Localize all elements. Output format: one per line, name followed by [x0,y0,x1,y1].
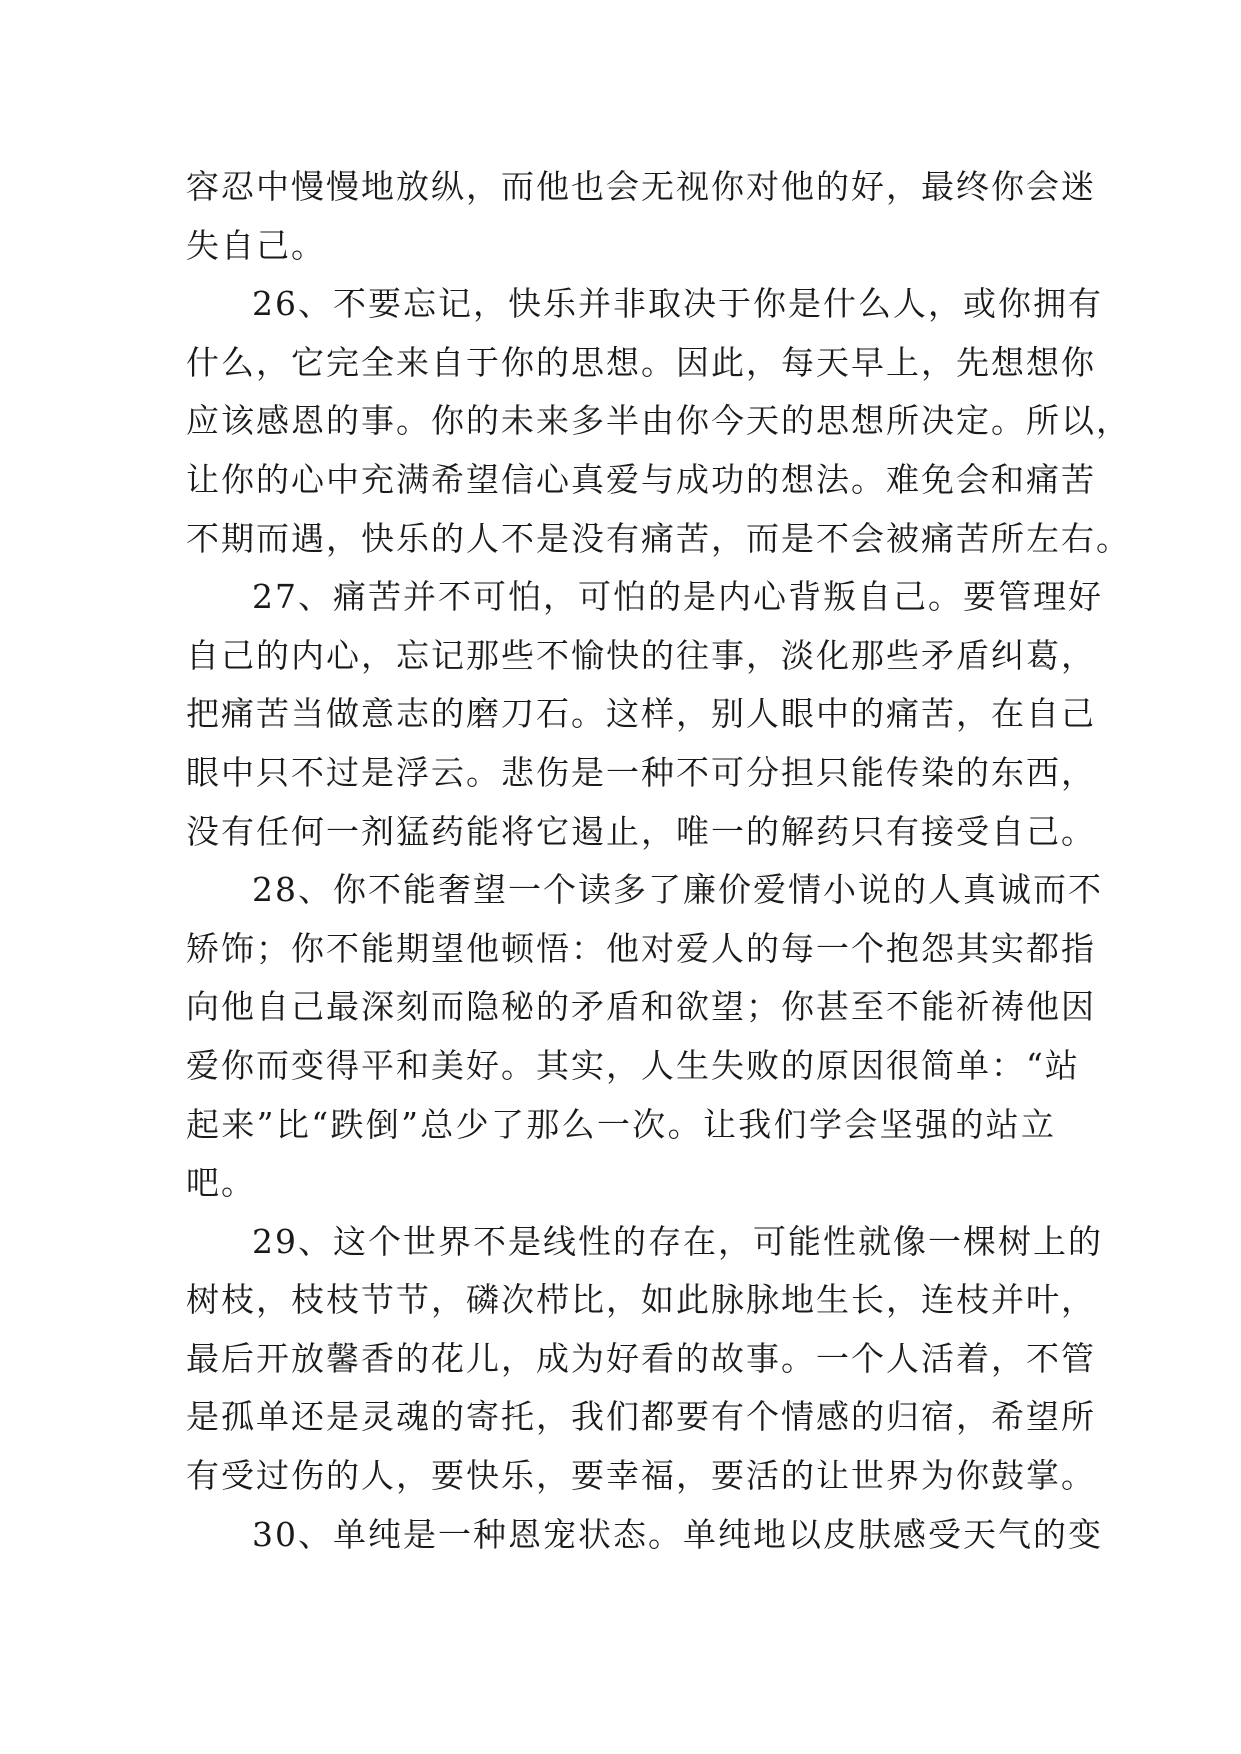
text-line: 起来”比“跌倒”总少了那么一次。让我们学会坚强的站立 [186,1104,1056,1144]
text-line: 27、痛苦并不可怕，可怕的是内心背叛自己。要管理好 [252,577,1103,617]
text-line: 没有任何一剂猛药能将它遏止，唯一的解药只有接受自己。 [186,811,1096,851]
text-line: 吧。 [186,1163,256,1203]
text-line: 把痛苦当做意志的磨刀石。这样，别人眼中的痛苦，在自己 [186,694,1096,734]
text-line: 不期而遇，快乐的人不是没有痛苦，而是不会被痛苦所左右。 [186,518,1131,558]
text-line: 30、单纯是一种恩宠状态。单纯地以皮肤感受天气的变 [252,1514,1103,1554]
text-line: 矫饰；你不能期望他顿悟：他对爱人的每一个抱怨其实都指 [186,928,1096,968]
text-line: 有受过伤的人，要快乐，要幸福，要活的让世界为你鼓掌。 [186,1456,1096,1496]
text-line: 眼中只不过是浮云。悲伤是一种不可分担只能传染的东西， [186,752,1096,792]
text-line: 最后开放馨香的花儿，成为好看的故事。一个人活着，不管 [186,1338,1096,1378]
text-line: 26、不要忘记，快乐并非取决于你是什么人，或你拥有 [252,284,1103,324]
text-line: 应该感恩的事。你的未来多半由你今天的思想所决定。所以， [186,401,1131,441]
text-line: 28、你不能奢望一个读多了廉价爱情小说的人真诚而不 [252,870,1103,910]
text-line: 向他自己最深刻而隐秘的矛盾和欲望；你甚至不能祈祷他因 [186,987,1096,1027]
text-line: 爱你而变得平和美好。其实，人生失败的原因很简单：“站 [186,1045,1080,1085]
text-line: 是孤单还是灵魂的寄托，我们都要有个情感的归宿，希望所 [186,1397,1096,1437]
text-line: 什么，它完全来自于你的思想。因此，每天早上，先想想你 [186,342,1096,382]
text-line: 失自己。 [186,225,326,265]
text-line: 容忍中慢慢地放纵，而他也会无视你对他的好，最终你会迷 [186,167,1096,206]
text-line: 自己的内心，忘记那些不愉快的往事，淡化那些矛盾纠葛， [186,635,1096,675]
text-line: 让你的心中充满希望信心真爱与成功的想法。难免会和痛苦 [186,459,1096,499]
text-line: 树枝，枝枝节节，磷次栉比，如此脉脉地生长，连枝并叶， [186,1280,1096,1320]
body-text [186,158,1131,1564]
text-line: 29、这个世界不是线性的存在，可能性就像一棵树上的 [252,1221,1103,1261]
